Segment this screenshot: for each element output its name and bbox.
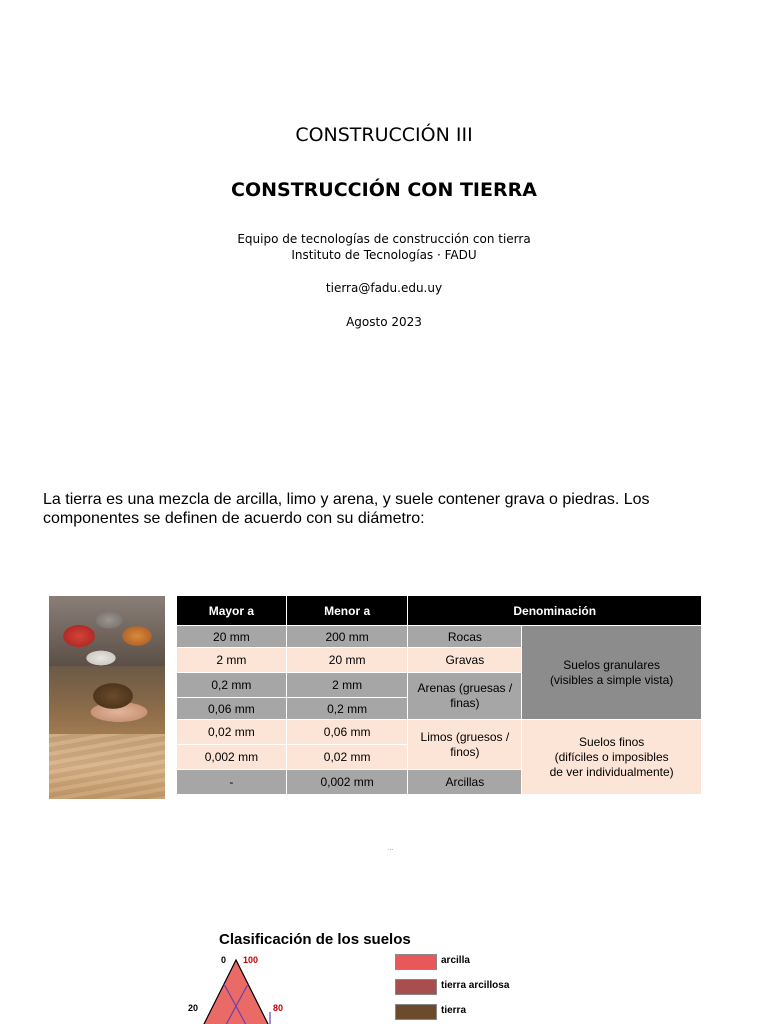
page-separator: ... — [387, 843, 394, 852]
legend-label: tierra — [441, 1005, 467, 1016]
cell-denominacion: Rocas — [408, 626, 522, 648]
table-row — [177, 720, 702, 745]
denominacion-line: Arenas (gruesas / — [417, 681, 513, 695]
classification-title: Clasificación de los suelos — [219, 931, 411, 948]
cell-denominacion — [408, 673, 522, 720]
legend-swatch — [395, 1004, 437, 1020]
denominacion-line: finas) — [450, 696, 480, 710]
denominacion-line: Limos (gruesos / — [420, 729, 510, 744]
cell-denominacion: Gravas — [408, 648, 522, 673]
cell-menor: 20 mm — [286, 648, 408, 673]
group-fine — [522, 720, 702, 795]
soil-photos — [49, 596, 165, 799]
cell-mayor: 20 mm — [177, 626, 287, 648]
legend-label: tierra arcillosa — [441, 980, 510, 991]
legend-swatch — [395, 979, 437, 995]
hands-soil-photo — [49, 666, 165, 734]
soil-triangle — [180, 952, 300, 1024]
table-header-row — [177, 596, 702, 626]
cell-denominacion — [408, 720, 522, 770]
group-granular-line: (visibles a simple vista) — [549, 672, 674, 687]
team-name: Equipo de tecnologías de construcción con tierra — [237, 232, 531, 246]
cell-menor: 2 mm — [286, 673, 408, 698]
header-denominacion: Denominación — [408, 596, 702, 626]
cell-denominacion: Arcillas — [408, 770, 522, 795]
cell-mayor: - — [177, 770, 287, 795]
intro-paragraph: La tierra es una mezcla de arcilla, limo y arena, y suele contener grava o piedras. Los componentes se definen de acuerdo con su diámetro: — [43, 491, 650, 527]
tick-label: 100 — [243, 955, 259, 965]
group-granular — [522, 626, 702, 720]
denominacion-line: finos) — [450, 744, 480, 759]
course-title: CONSTRUCCIÓN III — [295, 124, 473, 146]
cell-menor: 200 mm — [286, 626, 408, 648]
document-title: CONSTRUCCIÓN CON TIERRA — [231, 179, 537, 201]
legend-swatch — [395, 954, 437, 970]
group-fine-line: (difíciles o imposibles — [554, 749, 669, 764]
cell-mayor: 0,002 mm — [177, 745, 287, 770]
group-fine-line: Suelos finos — [578, 734, 645, 749]
pigments-photo — [49, 596, 165, 666]
team-info — [0, 231, 768, 263]
cell-mayor: 2 mm — [177, 648, 287, 673]
tick-label: 0 — [221, 955, 227, 965]
sand-photo — [49, 734, 165, 799]
group-granular-line: Suelos granulares — [563, 657, 660, 672]
cell-menor: 0,2 mm — [286, 698, 408, 720]
header-menor: Menor a — [286, 596, 408, 626]
tick-label: 20 — [188, 1003, 199, 1013]
cell-menor: 0,06 mm — [286, 720, 408, 745]
cell-mayor: 0,06 mm — [177, 698, 287, 720]
cell-menor: 0,02 mm — [286, 745, 408, 770]
legend-label: arcilla — [441, 955, 470, 966]
group-fine-line: de ver individualmente) — [549, 764, 674, 779]
header-mayor: Mayor a — [177, 596, 287, 626]
soil-classification-table — [176, 595, 702, 795]
cell-menor: 0,002 mm — [286, 770, 408, 795]
document-date: Agosto 2023 — [346, 315, 422, 329]
tick-label: 80 — [273, 1003, 284, 1013]
institute-name: Instituto de Tecnologías · FADU — [291, 248, 477, 262]
cell-mayor: 0,2 mm — [177, 673, 287, 698]
table-row — [177, 626, 702, 648]
contact-email[interactable]: tierra@fadu.edu.uy — [325, 281, 443, 295]
cell-mayor: 0,02 mm — [177, 720, 287, 745]
